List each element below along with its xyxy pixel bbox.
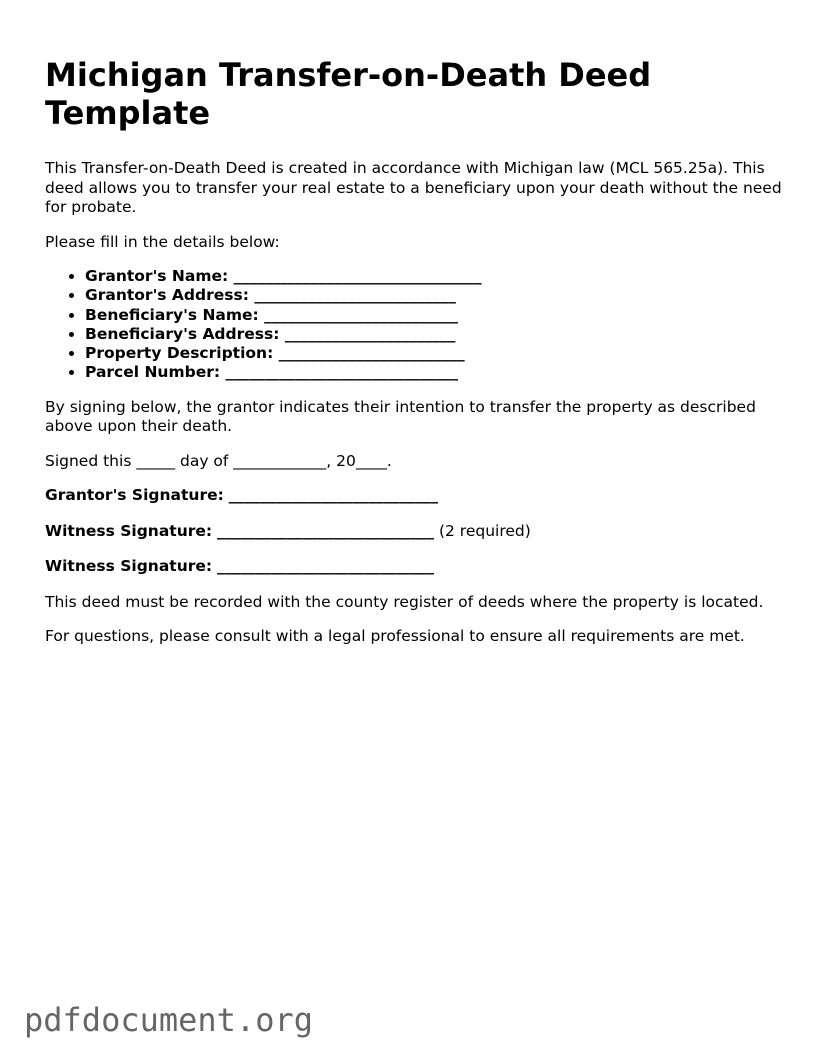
- field-grantor-address: • Grantor's Address: __________________________: [85, 286, 785, 305]
- field-beneficiary-name: • Beneficiary's Name: _________________________: [85, 306, 785, 325]
- recording-note: This deed must be recorded with the county register of deeds where the property is located.: [45, 592, 764, 611]
- grantor-signature-line: ___________________________: [228, 486, 438, 505]
- field-beneficiary-address: • Beneficiary's Address: ______________________: [85, 325, 785, 344]
- witness-signature-row-1: [45, 522, 785, 542]
- signing-statement: By signing below, the grantor indicates their intention to transfer the property as described above upon their death.: [45, 397, 756, 436]
- grantor-signature-row: [45, 486, 785, 506]
- witness-required-note: (2 required): [438, 521, 531, 540]
- witness-signature-line-1: ____________________________: [217, 521, 435, 540]
- intro-paragraph: This Transfer-on-Death Deed is created in accordance with Michigan law (MCL 565.25a). This deed allows you to transfer your real estate to a beneficiary upon your death without the need for probate.: [45, 159, 782, 216]
- signed-date-line: Signed this _____ day of ____________, 20____.: [45, 451, 392, 470]
- field-grantor-name: • Grantor's Name: ________________________________: [85, 267, 785, 286]
- witness-signature-line-2: ____________________________: [217, 557, 435, 576]
- instructions-paragraph: Please fill in the details below:: [45, 232, 280, 251]
- witness-signature-row-2: [45, 557, 785, 577]
- grantor-signature-label: Grantor's Signature:: [45, 486, 224, 505]
- deed-document: [45, 56, 785, 662]
- field-property-description: • Property Description: ________________________: [85, 344, 785, 363]
- closing-note: For questions, please consult with a legal professional to ensure all requirements are met.: [45, 627, 745, 646]
- witness-signature-label-2: Witness Signature:: [45, 557, 213, 576]
- watermark-text: pdfdocument.org: [24, 1001, 313, 1039]
- field-list: [45, 267, 785, 383]
- page-title: Michigan Transfer-on-Death Deed Template: [45, 56, 652, 132]
- field-parcel-number: • Parcel Number: ______________________________: [85, 363, 785, 382]
- witness-signature-label-1: Witness Signature:: [45, 521, 213, 540]
